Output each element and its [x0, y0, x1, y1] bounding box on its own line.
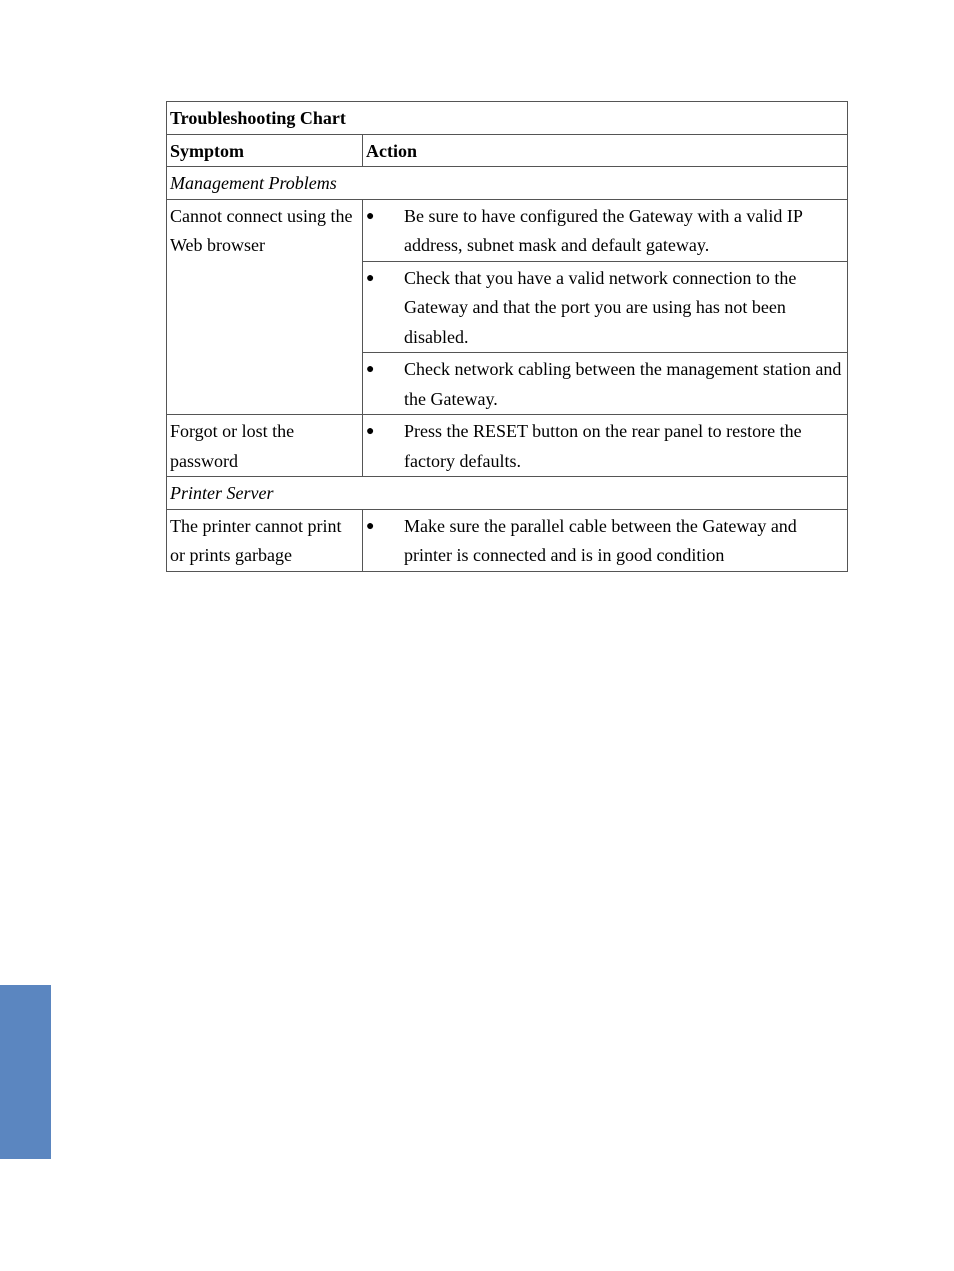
action-text: Be sure to have configured the Gateway with a valid IP address, subnet mask and default gateway.	[404, 205, 803, 255]
action-text: Check that you have a valid network connection to the Gateway and that the port you are using has not been disabled.	[404, 267, 797, 347]
troubleshooting-chart	[166, 101, 848, 572]
bullet-icon: ●	[366, 518, 375, 534]
symptom-cell: Forgot or lost the password	[167, 415, 363, 477]
bullet-icon: ●	[366, 208, 375, 224]
section-title: Printer Server	[167, 477, 848, 510]
table-header-row	[167, 134, 848, 167]
header-action: Action	[363, 134, 848, 167]
table-title: Troubleshooting Chart	[167, 102, 848, 135]
action-cell	[363, 509, 848, 571]
symptom-cell-continued	[167, 353, 363, 415]
bullet-icon: ●	[366, 362, 375, 377]
action-cell	[363, 261, 848, 353]
table-row	[167, 415, 848, 477]
section-title: Management Problems	[167, 167, 848, 200]
action-cell	[363, 353, 848, 415]
action-text: Make sure the parallel cable between the Gateway and printer is connected and is in good condition	[404, 515, 797, 565]
section-row	[167, 477, 848, 510]
header-symptom: Symptom	[167, 134, 363, 167]
side-tab-marker	[0, 985, 51, 1159]
bullet-icon: ●	[366, 424, 375, 439]
table-row	[167, 199, 848, 261]
action-text: Check network cabling between the management station and the Gateway.	[404, 359, 842, 409]
table-title-row	[167, 102, 848, 135]
action-cell	[363, 199, 848, 261]
bullet-icon: ●	[366, 270, 375, 286]
symptom-cell: The printer cannot print or prints garbage	[167, 509, 363, 571]
section-row	[167, 167, 848, 200]
symptom-cell: Cannot connect using the Web browser	[167, 199, 363, 261]
table-row	[167, 509, 848, 571]
symptom-cell-continued	[167, 261, 363, 353]
table-row	[167, 261, 848, 353]
action-cell	[363, 415, 848, 477]
action-text: Press the RESET button on the rear panel to restore the factory defaults.	[404, 421, 802, 471]
table-row	[167, 353, 848, 415]
